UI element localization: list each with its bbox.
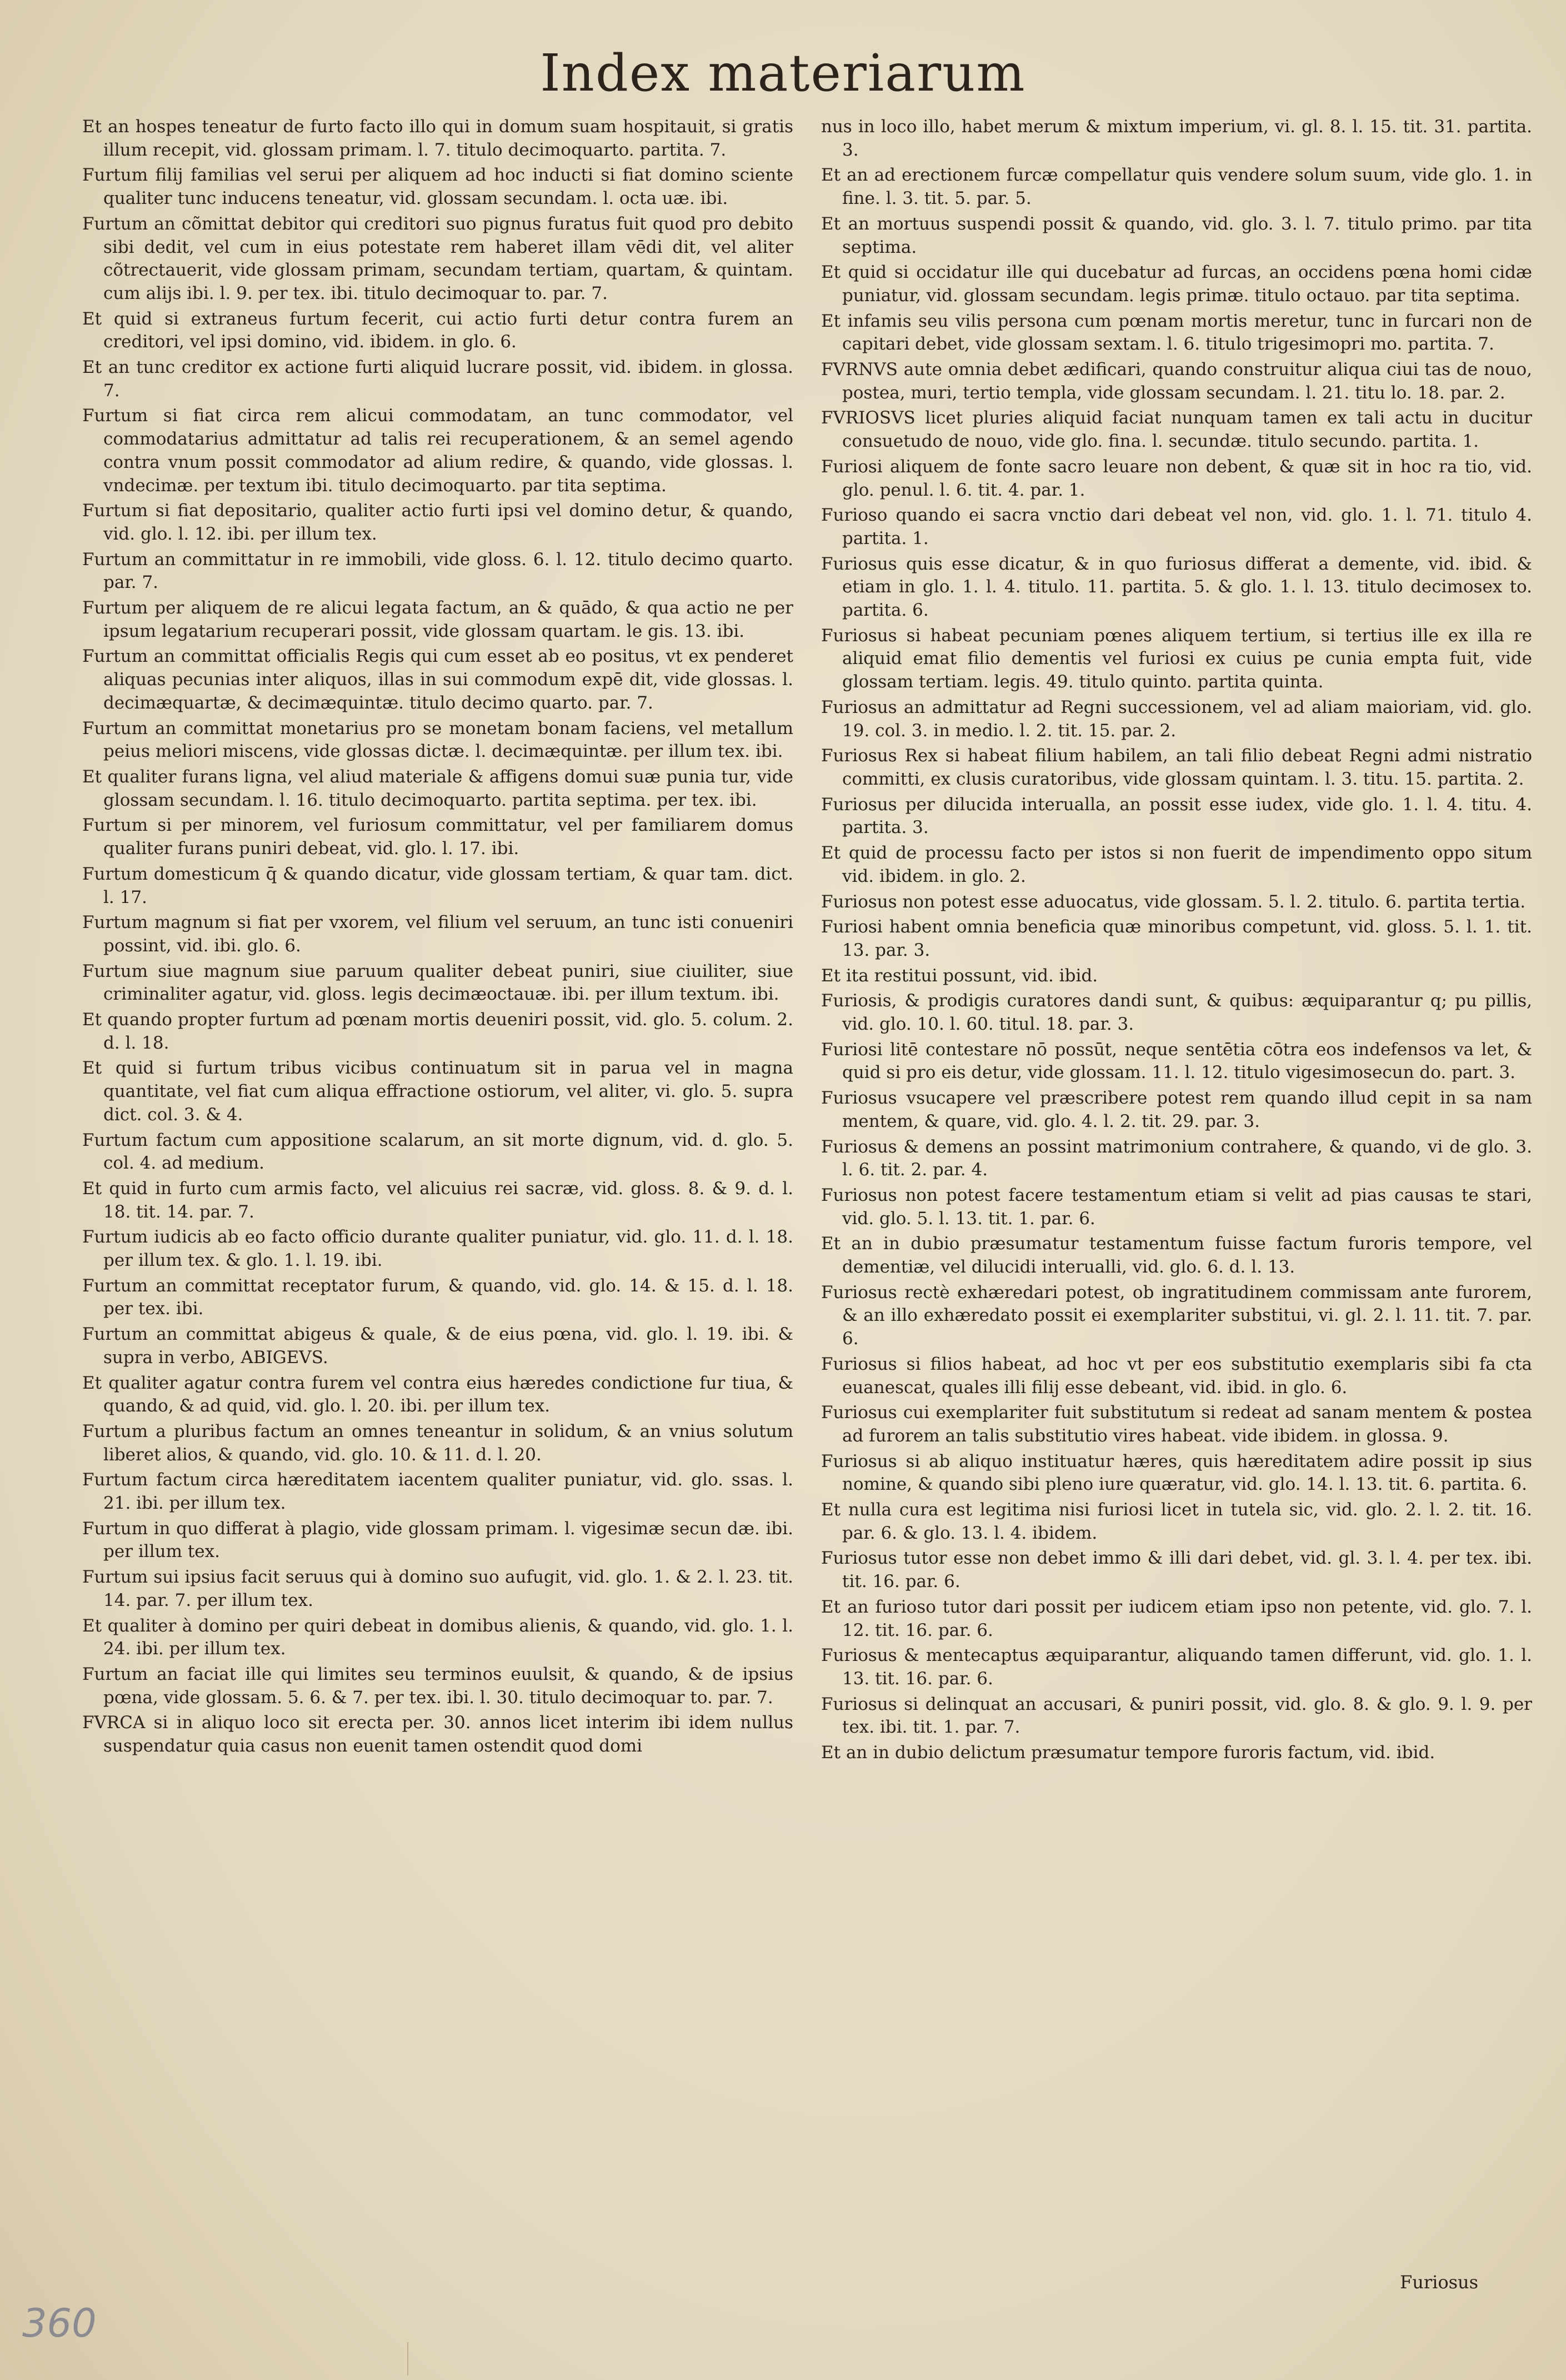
index-entry: Furiosus per dilucida interualla, an possit esse iudex, vide glo. 1. l. 4. titu. 4. partita. 3. bbox=[821, 794, 1532, 838]
index-entry: Et an furioso tutor dari possit per iudicem etiam ipso non petente, vid. glo. 7. l. 12. tit. 16. par. 6. bbox=[821, 1596, 1532, 1640]
index-entry: Et an hospes teneatur de furto facto illo qui in domum suam hospitauit, si gratis illum recepit, vid. glossam primam. l. 7. titulo decimoquarto. partita. 7. bbox=[82, 117, 793, 160]
index-entry: Et quid in furto cum armis facto, vel alicuius rei sacræ, vid. gloss. 8. & 9. d. l. 18. tit. 14. par. 7. bbox=[82, 1178, 793, 1222]
index-entry: Furiosus rectè exhæredari potest, ob ingratitudinem commissam ante furorem, & an illo exhæredato possit ei exemplariter substitui, vi. gl. 2. l. 11. tit. 7. par. 6. bbox=[821, 1282, 1532, 1349]
index-entry: Et infamis seu vilis persona cum pœnam mortis meretur, tunc in furcari non de capitari debet, vide glossam sextam. l. 6. titulo trigesimopri mo. partita. 7. bbox=[821, 311, 1532, 355]
index-entry: Furiosus & mentecaptus æquiparantur, aliquando tamen differunt, vid. glo. 1. l. 13. tit. 16. par. 6. bbox=[821, 1645, 1532, 1689]
index-entry: Furiosus tutor esse non debet immo & illi dari debet, vid. gl. 3. l. 4. per tex. ibi. tit. 16. par. 6. bbox=[821, 1548, 1532, 1592]
index-entry: Furiosus Rex si habeat filium habilem, an tali filio debeat Regni admi nistratio committi, ex clusis curatoribus, vide glossam quintam. l. 3. titu. 15. partita. 2. bbox=[821, 746, 1532, 789]
index-entry: Et an in dubio delictum præsumatur tempore furoris factum, vid. ibid. bbox=[821, 1743, 1435, 1763]
left-column bbox=[82, 116, 793, 1760]
index-entry: FVRNVS aute omnia debet ædificari, quando construitur aliqua ciui tas de nouo, postea, muri, tertio templa, vide glossam secundam. l. 21. titu lo. 18. par. 2. bbox=[821, 360, 1532, 403]
index-entry: Furtum domesticum q̄ & quando dicatur, vide glossam tertiam, & quar tam. dict. l. 17. bbox=[82, 864, 793, 907]
index-entry: FVRIOSVS licet pluries aliquid faciat nunquam tamen ex tali actu in ducitur consuetudo de nouo, vide glo. fina. l. secundæ. titulo secundo. partita. 1. bbox=[821, 408, 1532, 452]
index-entry: Et ita restitui possunt, vid. ibid. bbox=[821, 965, 1098, 986]
index-entry: Furiosus an admittatur ad Regni successionem, vel ad aliam maioriam, vid. glo. 19. col. 3. in medio. l. 2. tit. 15. par. 2. bbox=[821, 697, 1532, 741]
index-entry: Furiosus si habeat pecuniam pœnes aliquem tertium, si tertius ille ex illa re aliquid emat filio dementis vel furiosi ex cuius pe cunia empta fuit, vide glossam tertiam. legis. 49. titulo quinto. partita quinta. bbox=[821, 625, 1532, 692]
index-entry: Et qualiter à domino per quiri debeat in domibus alienis, & quando, vid. glo. 1. l. 24. ibi. per illum tex. bbox=[82, 1615, 793, 1659]
index-entry: Furtum an committat abigeus & quale, & de eius pœna, vid. glo. l. 19. ibi. & supra in verbo, ABIGEVS. bbox=[82, 1324, 793, 1368]
index-entry: Et quid si occidatur ille qui ducebatur ad furcas, an occidens pœna homi cidæ puniatur, vid. glossam secundam. legis primæ. titulo octauo. par tita septima. bbox=[821, 262, 1532, 306]
index-entry: Furiosus quis esse dicatur, & in quo furiosus differat a demente, vid. ibid. & etiam in glo. 1. l. 4. titulo. 11. partita. 5. & glo. 1. l. 13. titulo decimosex to. partita. 6. bbox=[821, 553, 1532, 621]
index-entry: Furiosus & demens an possint matrimonium contrahere, & quando, vi de glo. 3. l. 6. tit. 2. par. 4. bbox=[821, 1136, 1532, 1180]
index-entry: Et quid de processu facto per istos si non fuerit de impendimento oppo situm vid. ibidem. in glo. 2. bbox=[821, 843, 1532, 886]
page-title: Index materiarum bbox=[540, 43, 1026, 103]
catchword: Furiosus bbox=[1400, 2272, 1479, 2293]
index-entry: Et an mortuus suspendi possit & quando, vid. glo. 3. l. 7. titulo primo. par tita septima. bbox=[821, 213, 1532, 257]
index-entry: Furtum si fiat circa rem alicui commodatam, an tunc commodator, vel commodatarius admittatur ad talis rei recuperationem, & an semel agendo contra vnum possit commodator ad alium redire, & quando, vide glossas. l. vndecimæ. per textum ibi. titulo decimoquarto. par tita septima. bbox=[82, 406, 793, 496]
index-entry: nus in loco illo, habet merum & mixtum imperium, vi. gl. 8. l. 15. tit. 31. partita. 3. bbox=[821, 117, 1532, 160]
page-fold-mark bbox=[407, 2342, 408, 2376]
index-entry: Furiosus non potest esse aduocatus, vide glossam. 5. l. 2. titulo. 6. partita tertia. bbox=[821, 891, 1526, 912]
index-entry: Furtum iudicis ab eo facto officio durante qualiter puniatur, vid. glo. 11. d. l. 18. per illum tex. & glo. 1. l. 19. ibi. bbox=[82, 1227, 793, 1271]
index-entry: Et qualiter agatur contra furem vel contra eius hæredes condictione fur tiua, & quando, & ad quid, vid. glo. l. 20. ibi. per illum tex. bbox=[82, 1373, 793, 1416]
index-entry: Furiosus si ab aliquo instituatur hæres, quis hæreditatem adire possit ip sius nomine, & quando sibi pleno iure quæratur, vid. glo. 14. l. 13. tit. 6. partita. 6. bbox=[821, 1451, 1532, 1495]
index-entry: Et nulla cura est legitima nisi furiosi licet in tutela sic, vid. glo. 2. l. 2. tit. 16. par. 6. & glo. 13. l. 4. ibidem. bbox=[821, 1500, 1532, 1543]
index-entry: Et an tunc creditor ex actione furti aliquid lucrare possit, vid. ibidem. in glossa. 7. bbox=[82, 357, 793, 401]
index-entry: Furtum sui ipsius facit seruus qui à domino suo aufugit, vid. glo. 1. & 2. l. 23. tit. 14. par. 7. per illum tex. bbox=[82, 1567, 793, 1610]
index-entry: Furiosus si filios habeat, ad hoc vt per eos substitutio exemplaris sibi fa cta euanescat, quales illi filij esse debeant, vid. ibid. in glo. 6. bbox=[821, 1354, 1532, 1398]
index-entry: FVRCA si in aliquo loco sit erecta per. 30. annos licet interim ibi idem nullus suspendatur quia casus non euenit tamen ostendit quod domi bbox=[82, 1713, 793, 1757]
index-entry: Et quando propter furtum ad pœnam mortis deueniri possit, vid. glo. 5. colum. 2. d. l. 18. bbox=[82, 1010, 793, 1053]
index-entry: Furiosus vsucapere vel præscribere potest rem quando illud cepit in sa nam mentem, & quare, vid. glo. 4. l. 2. tit. 29. par. 3. bbox=[821, 1088, 1532, 1131]
index-entry: Furiosus non potest facere testamentum etiam si velit ad pias causas te stari, vid. glo. 5. l. 13. tit. 1. par. 6. bbox=[821, 1185, 1532, 1229]
index-entry: Furtum si per minorem, vel furiosum committatur, vel per familiarem domus qualiter furans puniri debeat, vid. glo. l. 17. ibi. bbox=[82, 815, 793, 859]
handwritten-page-number: 360 bbox=[22, 2301, 97, 2346]
index-entry: Et quid si furtum tribus vicibus continuatum sit in parua vel in magna quantitate, vel fiat cum aliqua effractione ostiorum, vel aliter, vi. glo. 5. supra dict. col. 3. & 4. bbox=[82, 1058, 793, 1125]
index-entry: Furtum siue magnum siue paruum qualiter debeat puniri, siue ciuiliter, siue criminaliter agatur, vid. gloss. legis decimæoctauæ. ibi. per illum textum. ibi. bbox=[82, 961, 793, 1005]
index-entry: Furtum factum cum appositione scalarum, an sit morte dignum, vid. d. glo. 5. col. 4. ad medium. bbox=[82, 1130, 793, 1174]
index-entry: Furtum a pluribus factum an omnes teneantur in solidum, & an vnius solutum liberet alios, & quando, vid. glo. 10. & 11. d. l. 20. bbox=[82, 1421, 793, 1465]
index-entry: Furioso quando ei sacra vnctio dari debeat vel non, vid. glo. 1. l. 71. titulo 4. partita. 1. bbox=[821, 505, 1532, 548]
index-entry: Et qualiter furans ligna, vel aliud materiale & affigens domui suæ punia tur, vide glossam secundam. l. 16. titulo decimoquarto. partita septima. per tex. ibi. bbox=[82, 766, 793, 810]
index-entry: Furtum an committat receptator furum, & quando, vid. glo. 14. & 15. d. l. 18. per tex. ibi. bbox=[82, 1275, 793, 1319]
index-entry: Et quid si extraneus furtum fecerit, cui actio furti detur contra furem an creditori, vel ipsi domino, vid. ibidem. in glo. 6. bbox=[82, 308, 793, 352]
index-entry: Furtum factum circa hæreditatem iacentem qualiter puniatur, vid. glo. ssas. l. 21. ibi. per illum tex. bbox=[82, 1470, 793, 1514]
right-column bbox=[821, 116, 1532, 1767]
index-entry: Furtum per aliquem de re alicui legata factum, an & quādo, & qua actio ne per ipsum legatarium recuperari possit, vide glossam quartam. le gis. 13. ibi. bbox=[82, 598, 793, 641]
index-entry: Furtum an committat officialis Regis qui cum esset ab eo positus, vt ex penderet aliquas pecunias inter aliquos, illas in sui commodum expē dit, vide glossas. l. decimæquartæ, & decimæquintæ. titulo decimo quarto. par. 7. bbox=[82, 646, 793, 713]
index-entry: Furtum an cõmittat debitor qui creditori suo pignus furatus fuit quod pro debito sibi dedit, vel cum in eius potestate rem haberet illam vēdi dit, vel aliter cõtrectauerit, vide glossam primam, secundam tertiam, quartam, & quintam. cum alijs ibi. l. 9. per tex. ibi. titulo decimoquar to. par. 7. bbox=[82, 213, 793, 303]
index-entry: Furiosus si delinquat an accusari, & puniri possit, vid. glo. 8. & glo. 9. l. 9. per tex. ibi. tit. 1. par. 7. bbox=[821, 1694, 1532, 1738]
index-entry: Furiosi habent omnia beneficia quæ minoribus competunt, vid. gloss. 5. l. 1. tit. 13. par. 3. bbox=[821, 917, 1532, 960]
index-entry: Furiosi aliquem de fonte sacro leuare non debent, & quæ sit in hoc ra tio, vid. glo. penul. l. 6. tit. 4. par. 1. bbox=[821, 456, 1532, 500]
index-entry: Furtum si fiat depositario, qualiter actio furti ipsi vel domino detur, & quando, vid. glo. l. 12. ibi. per illum tex. bbox=[82, 501, 793, 544]
index-entry: Furtum filij familias vel serui per aliquem ad hoc inducti si fiat domino sciente qualiter tunc inducens teneatur, vid. glossam secundam. l. octa uæ. ibi. bbox=[82, 165, 793, 209]
index-entry: Furiosus cui exemplariter fuit substitutum si redeat ad sanam mentem & postea ad furorem an talis substitutio vires habeat. vide ibidem. in glossa. 9. bbox=[821, 1403, 1532, 1446]
index-entry: Furtum an committatur in re immobili, vide gloss. 6. l. 12. titulo decimo quarto. par. 7. bbox=[82, 549, 793, 593]
index-entry: Et an ad erectionem furcæ compellatur quis vendere solum suum, vide glo. 1. in fine. l. 3. tit. 5. par. 5. bbox=[821, 165, 1532, 209]
index-entry: Furtum in quo differat à plagio, vide glossam primam. l. vigesimæ secun dæ. ibi. per illum tex. bbox=[82, 1518, 793, 1562]
index-entry: Furtum magnum si fiat per vxorem, vel filium vel seruum, an tunc isti conueniri possint, vid. ibi. glo. 6. bbox=[82, 912, 793, 956]
index-entry: Furiosis, & prodigis curatores dandi sunt, & quibus: æquiparantur q; pu pillis, vid. glo. 10. l. 60. titul. 18. par. 3. bbox=[821, 991, 1532, 1035]
index-entry: Et an in dubio præsumatur testamentum fuisse factum furoris tempore, vel dementiæ, vel dilucidi interualli, vid. glo. 6. d. l. 13. bbox=[821, 1234, 1532, 1278]
index-entry: Furiosi litē contestare nō possūt, neque sentētia cōtra eos indefensos va let, & quid si pro eis detur, vide glossam. 11. l. 12. titulo vigesimosecun do. part. 3. bbox=[821, 1039, 1532, 1083]
index-entry: Furtum an committat monetarius pro se monetam bonam faciens, vel metallum peius meliori miscens, vide glossas dictæ. l. decimæquintæ. per illum tex. ibi. bbox=[82, 718, 793, 762]
index-entry: Furtum an faciat ille qui limites seu terminos euulsit, & quando, & de ipsius pœna, vide glossam. 5. 6. & 7. per tex. ibi. l. 30. titulo decimoquar to. par. 7. bbox=[82, 1664, 793, 1708]
